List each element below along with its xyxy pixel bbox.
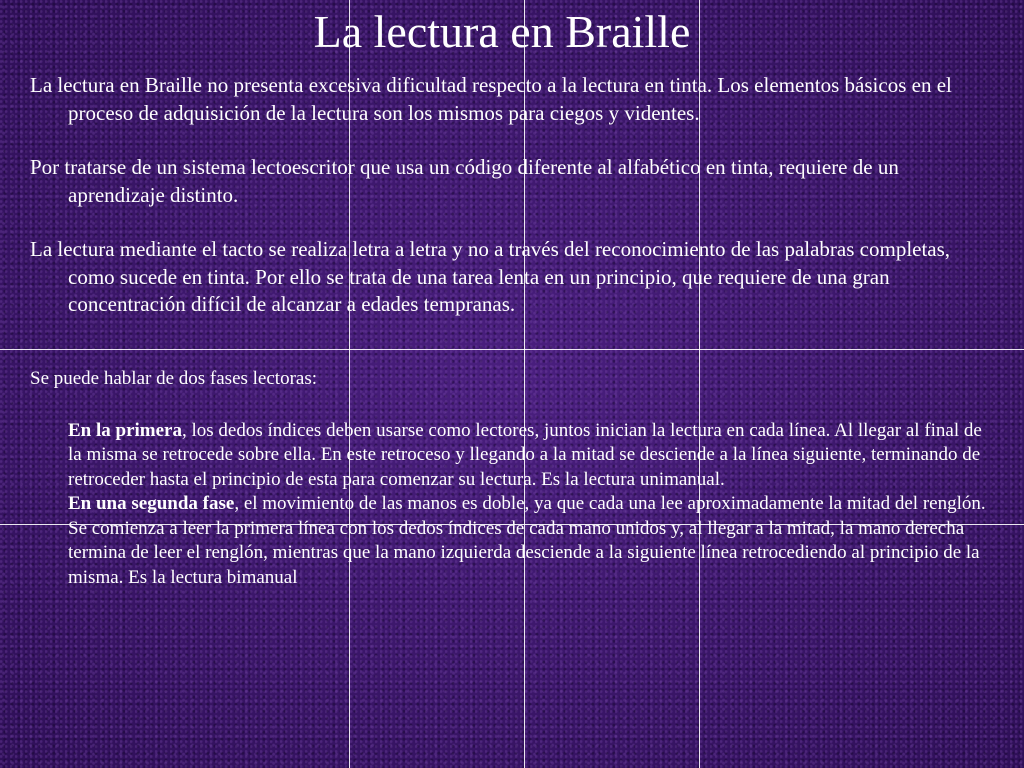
phase-two-text: , el movimiento de las manos es doble, ya que cada una lee aproximadamente la mitad del renglón. Se comienza a leer la primera línea con los dedos índices de cada mano unidos y, al llegar a la mitad, la mano derecha termina de leer el renglón, mientras que la mano izquierda desciende a la siguiente línea retrocediendo al principio de la misma. Es la lectura bimanual	[68, 493, 986, 588]
phase-two-label: En una segunda fase	[68, 493, 235, 514]
phase-one	[30, 419, 990, 493]
phase-two	[30, 492, 990, 590]
slide-body	[30, 72, 990, 590]
phase-one-label: En la primera	[68, 419, 182, 441]
paragraph-code: Por tratarse de un sistema lectoescritor que usa un código diferente al alfabético en tinta, requiere de un aprendizaje distinto.	[30, 155, 899, 207]
phase-one-text: , los dedos índices deben usarse como lectores, juntos inician la lectura en cada línea. Al llegar al final de la misma se retrocede sobre ella. En este retroceso y llegando a la mitad se desciende a la línea siguiente, terminando de retroceder hasta el principio de esta para comenzar su lectura. Es la lectura unimanual.	[68, 419, 982, 490]
phases-intro: Se puede hablar de dos fases lectoras:	[30, 367, 318, 389]
paragraph-touch: La lectura mediante el tacto se realiza letra a letra y no a través del reconocimiento de las palabras completas, como sucede en tinta. Por ello se trata de una tarea lenta en un principio, que requiere de una gran concentración difícil de alcanzar a edades tempranas.	[30, 237, 951, 316]
paragraph-intro: La lectura en Braille no presenta excesiva dificultad respecto a la lectura en tinta. Los elementos básicos en el proceso de adquisición de la lectura son los mismos para ciegos y videntes.	[30, 73, 952, 125]
slide-title: La lectura en Braille	[313, 6, 691, 57]
